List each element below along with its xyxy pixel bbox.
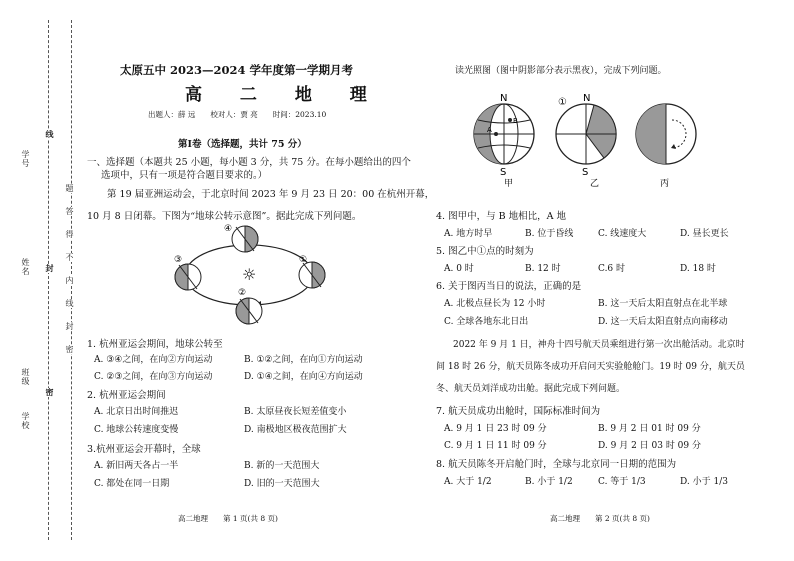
passage2-line-1: 2022 年 9 月 1 日，神舟十四号航天员乘组进行第一次出舱活动。北京时 — [453, 340, 745, 350]
jia-a-label: A — [487, 126, 492, 134]
q7-option-c[interactable]: C. 9 月 1 日 11 时 09 分 — [444, 441, 547, 451]
passage-line-2: 10 月 8 日闭幕。下图为“地球公转示意图”。据此完成下列问题。 — [87, 211, 362, 222]
position-2-label: ② — [238, 288, 247, 298]
q8-stem: 8. 航天员陈冬开启舱门时，全球与北京同一日期的范围为 — [436, 459, 677, 470]
q6-option-a[interactable]: A. 北极点昼长为 12 小时 — [444, 299, 546, 309]
class-label: 班级 — [21, 368, 30, 386]
q2-option-c[interactable]: C. 地球公转速度变慢 — [94, 425, 179, 435]
footer-right: 高二地理 第 2 页(共 8 页) — [550, 514, 650, 523]
yi-n-label: N — [583, 93, 591, 104]
earth-position-1 — [299, 262, 325, 288]
position-1-label: ① — [299, 255, 308, 265]
caption-bing: 丙 — [660, 179, 670, 188]
sun-icon: ☼ — [242, 265, 257, 284]
yi-circle-1-label: ① — [558, 97, 567, 108]
q3-option-b[interactable]: B. 新的一天范围大 — [244, 461, 320, 471]
q2-option-a[interactable]: A. 北京日出时间推迟 — [94, 407, 179, 417]
globe-yi — [556, 104, 616, 164]
earth-position-3 — [175, 264, 201, 290]
passage-line-1: 第 19 届亚洲运动会，于北京时间 2023 年 9 月 23 日 20：00 在杭州开幕， — [107, 189, 435, 200]
q7-option-b[interactable]: B. 9 月 2 日 01 时 09 分 — [598, 424, 701, 434]
earth-position-2 — [236, 298, 262, 324]
q7-option-a[interactable]: A. 9 月 1 日 23 时 09 分 — [444, 424, 547, 434]
q1-option-c[interactable]: C. ②③之间，在向③方向运动 — [94, 372, 213, 382]
q6-stem: 6. 关于图丙当日的说法，正确的是 — [436, 281, 582, 292]
q3-option-d[interactable]: D. 旧的一天范围大 — [244, 479, 320, 489]
q8-option-a[interactable]: A. 大于 1/2 — [444, 477, 492, 487]
school-title: 太原五中 2023—2024 学年度第一学期月考 — [120, 63, 354, 77]
q4-option-a[interactable]: A. 地方时早 — [444, 229, 493, 239]
caption-jia: 甲 — [504, 179, 514, 188]
q5-stem: 5. 图乙中①点的时刻为 — [436, 246, 534, 257]
q5-option-b[interactable]: B. 12 时 — [525, 264, 561, 274]
student-id-label: 学号 — [21, 150, 30, 168]
passage2-line-3: 冬、航天员刘洋成功出舱。据此完成下列问题。 — [436, 384, 626, 394]
q1-stem: 1. 杭州亚运会期间，地球公转至 — [87, 339, 223, 350]
q7-option-d[interactable]: D. 9 月 2 日 03 时 09 分 — [598, 441, 701, 451]
instructions-line-1: 一、选择题（本题共 25 小题，每小题 3 分，共 75 分。在每小题给出的四个 — [87, 157, 411, 168]
q6-option-c[interactable]: C. 全球各地东北日出 — [444, 317, 529, 327]
q4-option-b[interactable]: B. 位于昏线 — [525, 229, 574, 239]
binding-line-outer — [48, 20, 49, 540]
seal-line-word: 线 — [45, 130, 55, 139]
q4-stem: 4. 图甲中，与 B 地相比，A 地 — [436, 211, 566, 222]
q6-option-d[interactable]: D. 这一天后太阳直射点向南移动 — [598, 317, 728, 327]
globe-bing — [636, 104, 696, 164]
q8-option-b[interactable]: B. 小于 1/2 — [525, 477, 573, 487]
school-label: 学校 — [21, 412, 30, 430]
q4-option-d[interactable]: D. 昼长更长 — [680, 229, 729, 239]
position-3-label: ③ — [174, 255, 183, 265]
globe-jia — [474, 104, 534, 164]
passage2-line-2: 间 18 时 26 分，航天员陈冬成功开启问天实验舱舱门。19 时 09 分，航天员 — [436, 362, 745, 372]
q3-stem: 3.杭州亚运会开幕时，全球 — [87, 444, 201, 455]
jia-b-label: B — [513, 117, 518, 125]
q3-option-a[interactable]: A. 新旧两天各占一半 — [94, 461, 179, 471]
q5-option-c[interactable]: C.6 时 — [598, 264, 626, 274]
q2-option-d[interactable]: D. 南极地区极夜范围扩大 — [244, 425, 347, 435]
earth-position-4 — [232, 226, 258, 252]
q2-option-b[interactable]: B. 太原昼夜长短差值变小 — [244, 407, 347, 417]
q4-option-c[interactable]: C. 线速度大 — [598, 229, 647, 239]
instructions-line-2: 选项中，只有一项是符合题目要求的。） — [101, 170, 268, 181]
seal-seal-word: 封 — [45, 264, 55, 273]
earth-orbit-figure — [162, 222, 340, 328]
q1-option-b[interactable]: B. ①②之间，在向①方向运动 — [244, 355, 363, 365]
subject-title: 高 二 地 理 — [185, 85, 383, 105]
q1-option-d[interactable]: D. ①④之间，在向④方向运动 — [244, 372, 363, 382]
jia-n-label: N — [500, 93, 508, 104]
q5-option-d[interactable]: D. 18 时 — [680, 264, 716, 274]
caption-yi: 乙 — [590, 179, 600, 188]
author-line: 出题人：薛 远 校对人：贾 亮 时间：2023.10 — [148, 110, 327, 119]
position-4-label: ④ — [224, 224, 233, 234]
q7-stem: 7. 航天员成功出舱时，国际标准时间为 — [436, 406, 601, 417]
q2-stem: 2. 杭州亚运会期间 — [87, 390, 166, 401]
q6-option-b[interactable]: B. 这一天后太阳直射点在北半球 — [598, 299, 728, 309]
q8-option-d[interactable]: D. 小于 1/3 — [680, 477, 728, 487]
q5-option-a[interactable]: A. 0 时 — [444, 264, 474, 274]
section-heading: 第Ⅰ卷（选择题，共计 75 分） — [178, 139, 307, 150]
seal-secret-word: 密 — [45, 388, 55, 397]
yi-s-label: S — [582, 167, 589, 178]
jia-s-label: S — [500, 167, 507, 178]
q3-option-c[interactable]: C. 都处在同一日期 — [94, 479, 170, 489]
name-label: 姓名 — [21, 258, 30, 276]
q8-option-c[interactable]: C. 等于 1/3 — [598, 477, 646, 487]
light-illumination-figure — [466, 90, 711, 188]
q1-option-a[interactable]: A. ③④之间，在向②方向运动 — [94, 355, 213, 365]
footer-left: 高二地理 第 1 页(共 8 页) — [178, 514, 278, 523]
light-map-intro: 读光照图（图中阴影部分表示黑夜），完成下列问题。 — [455, 66, 667, 76]
